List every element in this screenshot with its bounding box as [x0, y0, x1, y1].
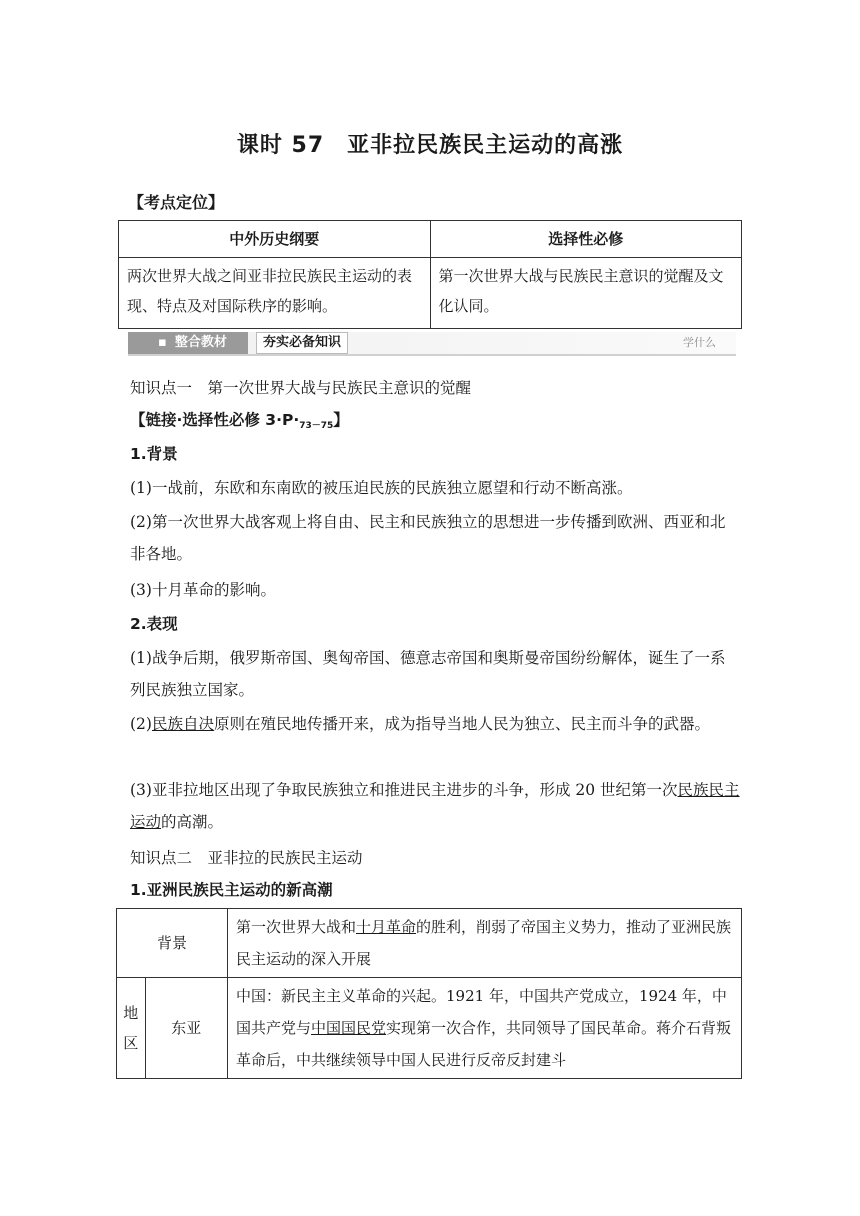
table-row — [119, 258, 742, 329]
table-row — [117, 978, 742, 1079]
list-item — [130, 708, 740, 740]
underlined-term: 民族民主运动 — [130, 781, 740, 831]
kp1-link — [130, 404, 740, 442]
kp1-heading: 知识点一 第一次世界大战与民族民主意识的觉醒 — [130, 379, 472, 397]
kaodian-label: 【考点定位】 — [128, 193, 225, 212]
underlined-term: 中国国民党 — [311, 1019, 387, 1037]
item-text: (3)亚非拉地区出现了争取民族独立和推进民主进步的斗争，形成 20 世纪第一次 — [130, 781, 678, 799]
table-cell: 地区 — [117, 978, 146, 1079]
kp2-heading: 知识点二 亚非拉的民族民主运动 — [130, 849, 363, 867]
kaodian-table — [118, 220, 742, 329]
cell-text: 中国：新民主主义革命的兴起。1921 年，中国共产党成立，1924 年，中国共产党与 — [236, 987, 727, 1037]
cell-text: 的胜利，削弱了帝国主义势力，推动了亚洲民族民主运动的深入开展 — [236, 918, 732, 968]
square-bullet-icon: ▪ — [158, 335, 167, 350]
table-header: 选择性必修 — [430, 221, 742, 258]
table-cell: 背景 — [117, 909, 228, 978]
cell-text: 实现第一次合作，共同领导了国民革命。蒋介石背叛革命后，中共继续领导中国人民进行反帝反封建斗 — [236, 1019, 732, 1069]
link-prefix: 【链接·选择性必修 3·P· — [130, 411, 300, 429]
item-text: 的高潮。 — [161, 813, 224, 831]
table-row — [117, 909, 742, 978]
table-cell — [228, 978, 742, 1079]
link-suffix: 】 — [333, 411, 349, 429]
list-item — [130, 774, 740, 838]
list-item: (1)战争后期，俄罗斯帝国、奥匈帝国、德意志帝国和奥斯曼帝国纷纷解体，诞生了一系列民族独立国家。 — [130, 649, 726, 699]
page-title: 课时 57 亚非拉民族民主运动的高涨 — [236, 133, 624, 158]
link-pages: 73－75 — [299, 421, 334, 431]
banner-right-label: 学什么 — [683, 336, 716, 349]
section-banner — [128, 332, 736, 356]
underlined-term: 十月革命 — [356, 918, 417, 936]
asia-movement-table — [116, 908, 742, 1079]
banner-title: 夯实必备知识 — [256, 332, 348, 354]
list-item: (3)十月革命的影响。 — [130, 581, 276, 599]
table-cell: 东亚 — [145, 978, 227, 1079]
banner-tag-label: 整合教材 — [174, 335, 227, 350]
kp2-s1-title: 1.亚洲民族民主运动的新高潮 — [130, 881, 333, 899]
table-cell — [228, 909, 742, 978]
table-cell: 两次世界大战之间亚非拉民族民主运动的表现、特点及对国际秩序的影响。 — [119, 258, 431, 329]
kp1-s2-title: 2.表现 — [130, 615, 178, 633]
underlined-term: 民族自决 — [151, 715, 214, 733]
table-header: 中外历史纲要 — [119, 221, 431, 258]
list-item: (1)一战前，东欧和东南欧的被压迫民族的民族独立愿望和行动不断高涨。 — [130, 479, 633, 497]
banner-tag — [128, 332, 248, 354]
list-item: (2)第一次世界大战客观上将自由、民主和民族独立的思想进一步传播到欧洲、西亚和北非各地。 — [130, 513, 726, 563]
item-text: 原则在殖民地传播开来，成为指导当地人民为独立、民主而斗争的武器。 — [213, 715, 710, 733]
item-prefix: (2) — [130, 715, 152, 733]
kp1-s1-title: 1.背景 — [130, 445, 178, 463]
table-cell: 第一次世界大战与民族民主意识的觉醒及文化认同。 — [430, 258, 742, 329]
cell-text: 第一次世界大战和 — [236, 918, 357, 936]
table-header-row — [119, 221, 742, 258]
